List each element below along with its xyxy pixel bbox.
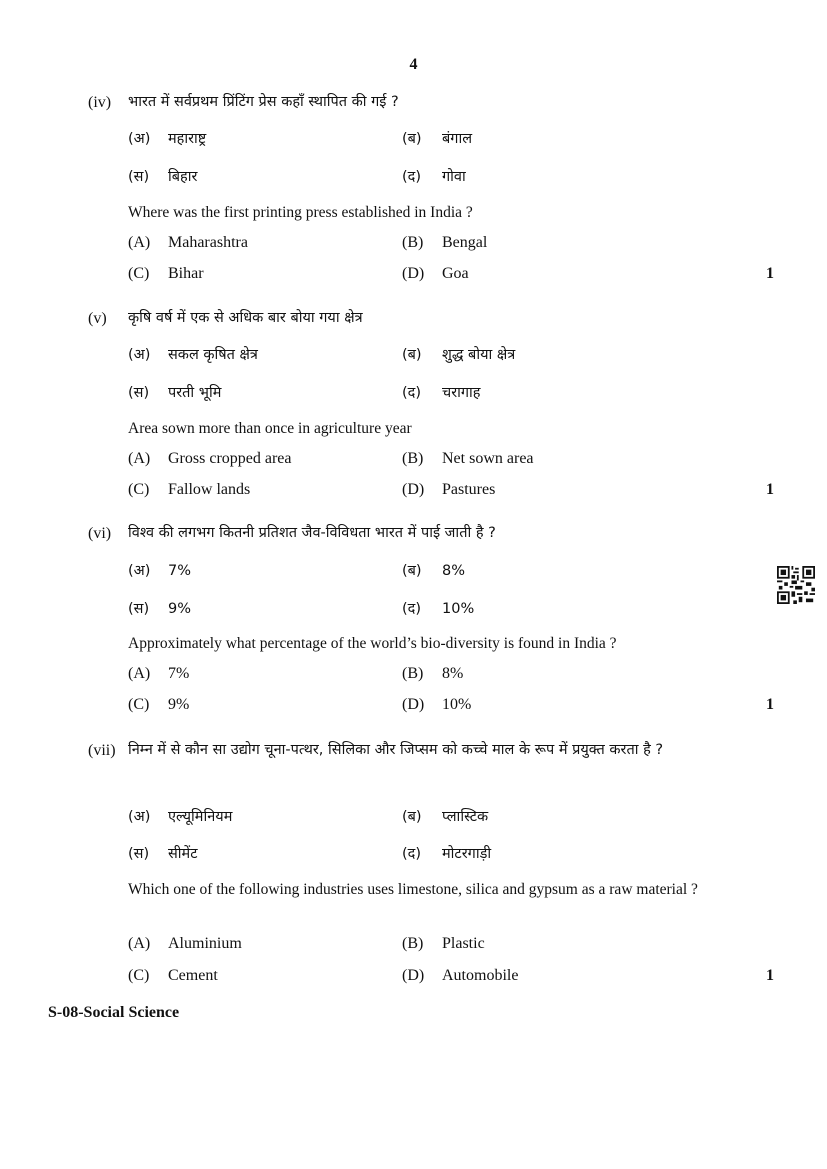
option-english: (D) 10% — [402, 696, 472, 713]
option-english: (C) 9% — [128, 696, 190, 713]
option-english: (B) Net sown area — [402, 450, 534, 467]
question-text-english: Where was the first printing press established in India ? — [128, 204, 473, 221]
option-english: (D) Automobile — [402, 967, 519, 984]
option-hindi: (स) परती भूमि — [128, 385, 222, 401]
option-english: (B) Plastic — [402, 935, 485, 952]
option-hindi: (ब) बंगाल — [402, 131, 473, 147]
option-english: (C) Cement — [128, 967, 218, 984]
marks: 1 — [766, 265, 774, 282]
question-text-english: Area sown more than once in agriculture year — [128, 420, 412, 437]
footer-paper-code: S-08-Social Science — [48, 1004, 180, 1021]
option-hindi: (ब) प्लास्टिक — [402, 809, 489, 825]
question-text-hindi: भारत में सर्वप्रथम प्रिंटिंग प्रेस कहाँ स्थापित की गई ? — [128, 94, 399, 110]
question-text-english: Which one of the following industries uses limestone, silica and gypsum as a raw material ? — [128, 881, 698, 898]
question-text-hindi: विश्व की लगभग कितनी प्रतिशत जैव-विविधता भारत में पाई जाती है ? — [128, 525, 496, 541]
option-english: (C) Bihar — [128, 265, 204, 282]
option-hindi: (द) मोटरगाड़ी — [402, 846, 492, 862]
option-english: (B) Bengal — [402, 234, 488, 251]
question-text-hindi: निम्न में से कौन सा उद्योग चूना-पत्थर, सिलिका और जिप्सम को कच्चे माल के रूप में प्रयुक्त करता है ? — [128, 742, 664, 758]
option-hindi: (अ) एल्यूमिनियम — [128, 809, 233, 825]
question-text-english: Approximately what percentage of the world’s bio-diversity is found in India ? — [128, 635, 617, 652]
question-number: (v) — [88, 310, 107, 327]
marks: 1 — [766, 967, 774, 984]
option-hindi: (स) सीमेंट — [128, 846, 198, 862]
option-english: (A) Maharashtra — [128, 234, 248, 251]
option-english: (D) Goa — [402, 265, 469, 282]
option-english: (A) Aluminium — [128, 935, 242, 952]
option-hindi: (ब) 8% — [402, 563, 466, 579]
option-hindi: (स) बिहार — [128, 169, 198, 185]
option-english: (A) 7% — [128, 665, 190, 682]
option-hindi: (अ) 7% — [128, 563, 192, 579]
question-number: (vii) — [88, 742, 116, 759]
marks: 1 — [766, 481, 774, 498]
option-hindi: (द) गोवा — [402, 169, 466, 185]
option-hindi: (स) 9% — [128, 601, 192, 617]
page-number: 4 — [409, 56, 418, 73]
question-number: (vi) — [88, 525, 112, 542]
option-hindi: (द) चरागाह — [402, 385, 481, 401]
option-english: (B) 8% — [402, 665, 464, 682]
option-english: (D) Pastures — [402, 481, 496, 498]
qr-code-icon — [777, 566, 815, 604]
option-english: (C) Fallow lands — [128, 481, 251, 498]
question-number: (iv) — [88, 94, 112, 111]
option-hindi: (अ) सकल कृषित क्षेत्र — [128, 347, 258, 363]
option-hindi: (द) 10% — [402, 601, 475, 617]
option-english: (A) Gross cropped area — [128, 450, 292, 467]
option-hindi: (अ) महाराष्ट्र — [128, 131, 207, 147]
question-text-hindi: कृषि वर्ष में एक से अधिक बार बोया गया क्षेत्र — [128, 310, 363, 326]
marks: 1 — [766, 696, 774, 713]
option-hindi: (ब) शुद्ध बोया क्षेत्र — [402, 347, 516, 363]
